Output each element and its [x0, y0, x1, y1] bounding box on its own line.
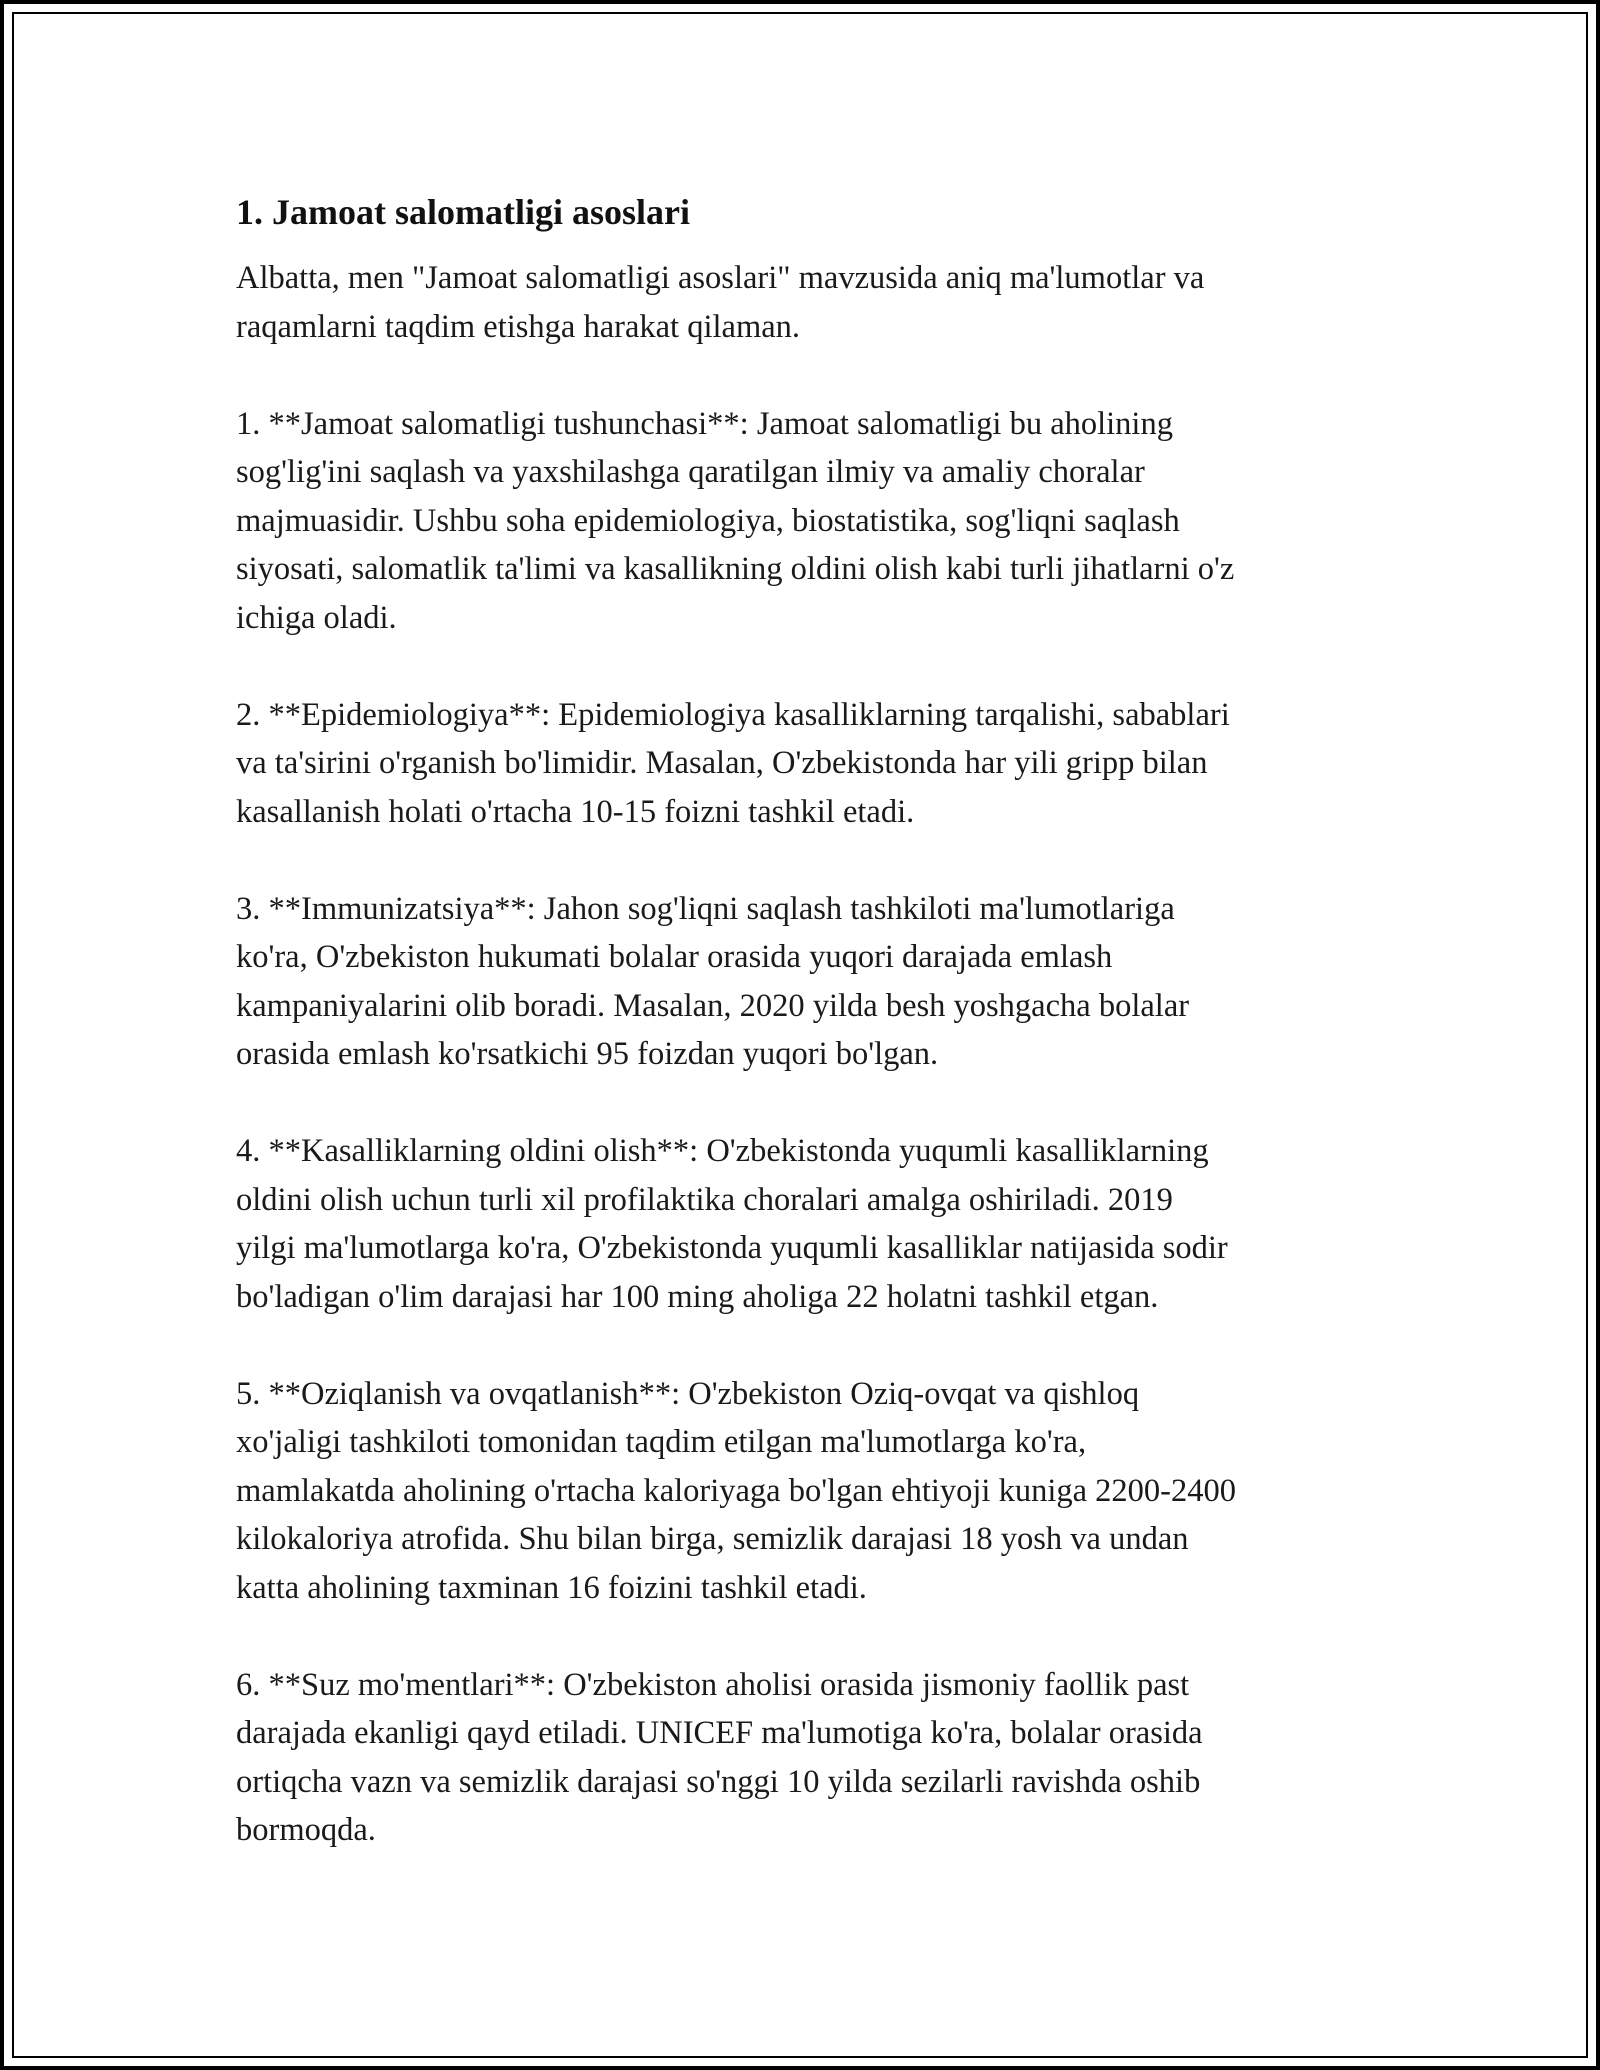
paragraph-line: kampaniyalarini olib boradi. Masalan, 2020 yilda besh yoshgacha bolalar: [236, 987, 1190, 1024]
paragraph-line: 2. **Epidemiologiya**: Epidemiologiya kasalliklarning tarqalishi, sabablari: [236, 696, 1230, 733]
paragraph-item-4: [236, 1127, 1376, 1321]
paragraph-line: va ta'sirini o'rganish bo'limidir. Masalan, O'zbekistonda har yili gripp bilan: [236, 745, 1208, 781]
paragraph-intro: [236, 254, 1376, 351]
paragraph-line: bormoqda.: [236, 1812, 376, 1848]
paragraph-line: kasallanish holati o'rtacha 10-15 foizni tashkil etadi.: [236, 793, 915, 830]
paragraph-line: katta aholining taxminan 16 foizini tashkil etadi.: [236, 1569, 867, 1606]
paragraph-line: 4. **Kasalliklarning oldini olish**: O'zbekistonda yuqumli kasalliklarning: [236, 1133, 1209, 1169]
document-title: 1. Jamoat salomatligi asoslari: [236, 192, 690, 232]
paragraph-item-1: [236, 400, 1376, 643]
paragraph-line: 1. **Jamoat salomatligi tushunchasi**: Jamoat salomatligi bu aholining: [236, 405, 1173, 442]
paragraph-line: orasida emlash ko'rsatkichi 95 foizdan yuqori bo'lgan.: [236, 1036, 939, 1072]
paragraph-item-2: [236, 691, 1376, 837]
paragraph-item-3: [236, 885, 1376, 1079]
paragraph-item-6: [236, 1661, 1376, 1855]
paragraph-line: bo'ladigan o'lim darajasi har 100 ming aholiga 22 holatni tashkil etgan.: [236, 1278, 1159, 1315]
paragraph-line: mamlakatda aholining o'rtacha kaloriyaga bo'lgan ehtiyoji kuniga 2200-2400: [236, 1472, 1236, 1509]
paragraph-line: oldini olish uchun turli xil profilaktika choralari amalga oshiriladi. 2019: [236, 1181, 1173, 1218]
paragraph-line: 6. **Suz mo'mentlari**: O'zbekiston aholisi orasida jismoniy faollik past: [236, 1666, 1190, 1703]
paragraph-line: sog'lig'ini saqlash va yaxshilashga qaratilgan ilmiy va amaliy choralar: [236, 454, 1145, 490]
paragraph-line: Albatta, men "Jamoat salomatligi asoslari" mavzusida aniq ma'lumotlar va: [236, 260, 1205, 296]
paragraph-line: darajada ekanligi qayd etiladi. UNICEF ma'lumotiga ko'ra, bolalar orasida: [236, 1715, 1203, 1751]
paragraph-line: siyosati, salomatlik ta'limi va kasallikning oldini olish kabi turli jihatlarni o'z: [236, 551, 1235, 587]
paragraph-line: ortiqcha vazn va semizlik darajasi so'nggi 10 yilda sezilarli ravishda oshib: [236, 1763, 1201, 1800]
paragraph-line: kilokaloriya atrofida. Shu bilan birga, semizlik darajasi 18 yosh va undan: [236, 1521, 1189, 1557]
paragraph-line: yilgi ma'lumotlarga ko'ra, O'zbekistonda yuqumli kasalliklar natijasida sodir: [236, 1230, 1228, 1266]
paragraph-line: 5. **Oziqlanish va ovqatlanish**: O'zbekiston Oziq-ovqat va qishloq: [236, 1375, 1140, 1412]
paragraph-line: 3. **Immunizatsiya**: Jahon sog'liqni saqlash tashkiloti ma'lumotlariga: [236, 890, 1175, 927]
paragraph-line: ichiga oladi.: [236, 599, 397, 636]
paragraph-line: raqamlarni taqdim etishga harakat qilaman.: [236, 308, 801, 345]
paragraph-line: xo'jaligi tashkiloti tomonidan taqdim etilgan ma'lumotlarga ko'ra,: [236, 1424, 1087, 1460]
document-body: [236, 188, 1376, 1903]
paragraph-item-5: [236, 1370, 1376, 1613]
paragraph-line: ko'ra, O'zbekiston hukumati bolalar orasida yuqori darajada emlash: [236, 939, 1113, 975]
paragraph-line: majmuasidir. Ushbu soha epidemiologiya, biostatistika, sog'liqni saqlash: [236, 502, 1180, 539]
